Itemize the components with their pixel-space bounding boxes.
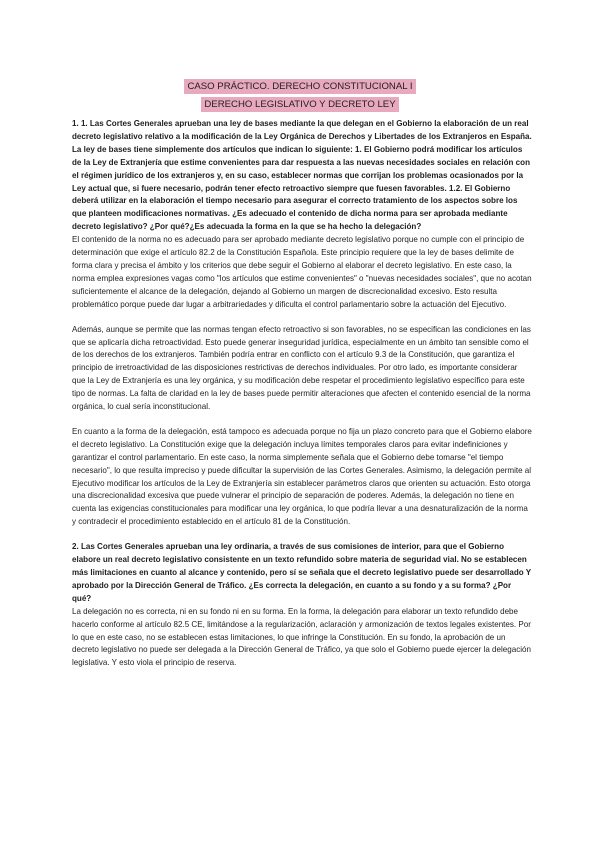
answer-1-paragraph-3: En cuanto a la forma de la delegación, está tampoco es adecuada porque no fija un plazo concreto para que el Gobierno elabore el decreto legislativo. La Constitución exige que la delegación incluya límites temporales claros para evitar indefiniciones y garantizar el control parlamentario. En este caso, la norma simplemente señala que el Gobierno debe tomarse "el tiempo necesario", lo que resulta impreciso y puede dificultar la supervisión de las Cortes Generales. Asimismo, la delegación permite al Ejecutivo modificar los artículos de la Ley de Extranjería sin establecer parámetros claros que orienten su actuación. Esto otorga una discrecionalidad excesiva que puede vulnerar el principio de separación de poderes. Además, la delegación no tiene en cuenta las exigencias constitucionales para modificar una ley orgánica, lo que podría llevar a una desnaturalización de la norma y contradecir el procedimiento establecido en el artículo 81 de la Constitución. (72, 426, 532, 527)
title-line-2: DERECHO LEGISLATIVO Y DECRETO LEY (201, 97, 398, 112)
question-1: 1. 1. Las Cortes Generales aprueban una ley de bases mediante la que delegan en el Gobierno la elaboración de un real decreto legislativo relativo a la modificación de la Ley Orgánica de Derechos y Libertades de los Extranjeros en España. La ley de bases tiene simplemente dos artículos que indican lo siguiente: 1. El Gobierno podrá modificar los artículos de la Ley de Extranjería que estime convenientes para dar respuesta a las nuevas necesidades sociales en relación con el régimen jurídico de los extranjeros y, en su caso, establecer normas que corrijan los problemas ocasionados por la Ley actual que, si fuere necesario, podrán tener efecto retroactivo siempre que fuesen favorables. 1.2. El Gobierno deberá utilizar en la elaboración el tiempo necesario para asegurar el correcto tratamiento de los aspectos sobre los que planteen modificaciones normativas. ¿Es adecuado el contenido de dicha norma para ser aprobada mediante decreto legislativo? ¿Por qué?¿Es adecuada la forma en la que se ha hecho la delegación? (72, 119, 532, 232)
answer-2: La delegación no es correcta, ni en su fondo ni en su forma. En la forma, la delegación para elaborar un texto refundido debe hacerlo conforme al artículo 82.5 CE, limitándose a la regularización, aclaración y armonización de textos legales existentes. Por lo que en este caso, no se establecen estas limitaciones, lo que infringe la Constitución. En su fondo, la aprobación de un decreto legislativo no puede ser delegada a la Dirección General de Tráfico, ya que solo el Gobierno puede ejercer la delegación legislativa. Y esto viola el principio de reserva. (72, 606, 531, 668)
answer-1-paragraph-1: El contenido de la norma no es adecuado para ser aprobado mediante decreto legislativo porque no cumple con el principio de determinación que exige el artículo 82.2 de la Constitución Española. Este principio requiere que la ley de bases delimite de forma clara y precisa el ámbito y los criterios que debe seguir el Gobierno al elaborar el decreto legislativo. En este caso, la norma emplea expresiones vagas como "los artículos que estime convenientes" o "nuevas necesidades sociales", que no acotan suficientemente el alcance de la delegación, dejando al Gobierno un margen de discrecionalidad excesivo. Esto resulta problemático porque puede dar lugar a arbitrariedades y dificulta el control parlamentario sobre la actuación del Ejecutivo. (72, 235, 532, 309)
document-body (72, 118, 532, 670)
question-2: 2. Las Cortes Generales aprueban una ley ordinaria, a través de sus comisiones de interior, para que el Gobierno elabore un real decreto legislativo consistente en un texto refundido sobre materia de seguridad vial. No se establecen más limitaciones en cuanto al alcance y contenido, pero sí se señala que el decreto legislativo puede ser desarrollado Y aprobado por la Dirección General de Tráfico. ¿Es correcta la delegación, en cuanto a su fondo y a su forma? ¿Por qué? (72, 542, 531, 603)
document-title (0, 76, 600, 112)
answer-1-paragraph-2: Además, aunque se permite que las normas tengan efecto retroactivo si son favorables, no se especifican las condiciones en las que se aplicaría dicha retroactividad. Esto puede generar inseguridad jurídica, especialmente en un ámbito tan sensible como el de los derechos de los extranjeros. También podría entrar en conflicto con el artículo 9.3 de la Constitución, que garantiza el principio de irretroactividad de las disposiciones restrictivas de derechos individuales. Por otro lado, es importante considerar que la Ley de Extranjería es una ley orgánica, y su modificación debe respetar el procedimiento legislativo específico para este tipo de normas. La falta de claridad en la ley de bases puede permitir alteraciones que afecten el contenido esencial de la norma orgánica, lo cual sería inconstitucional. (72, 324, 531, 412)
title-line-1: CASO PRÁCTICO. DERECHO CONSTITUCIONAL I (184, 79, 415, 94)
